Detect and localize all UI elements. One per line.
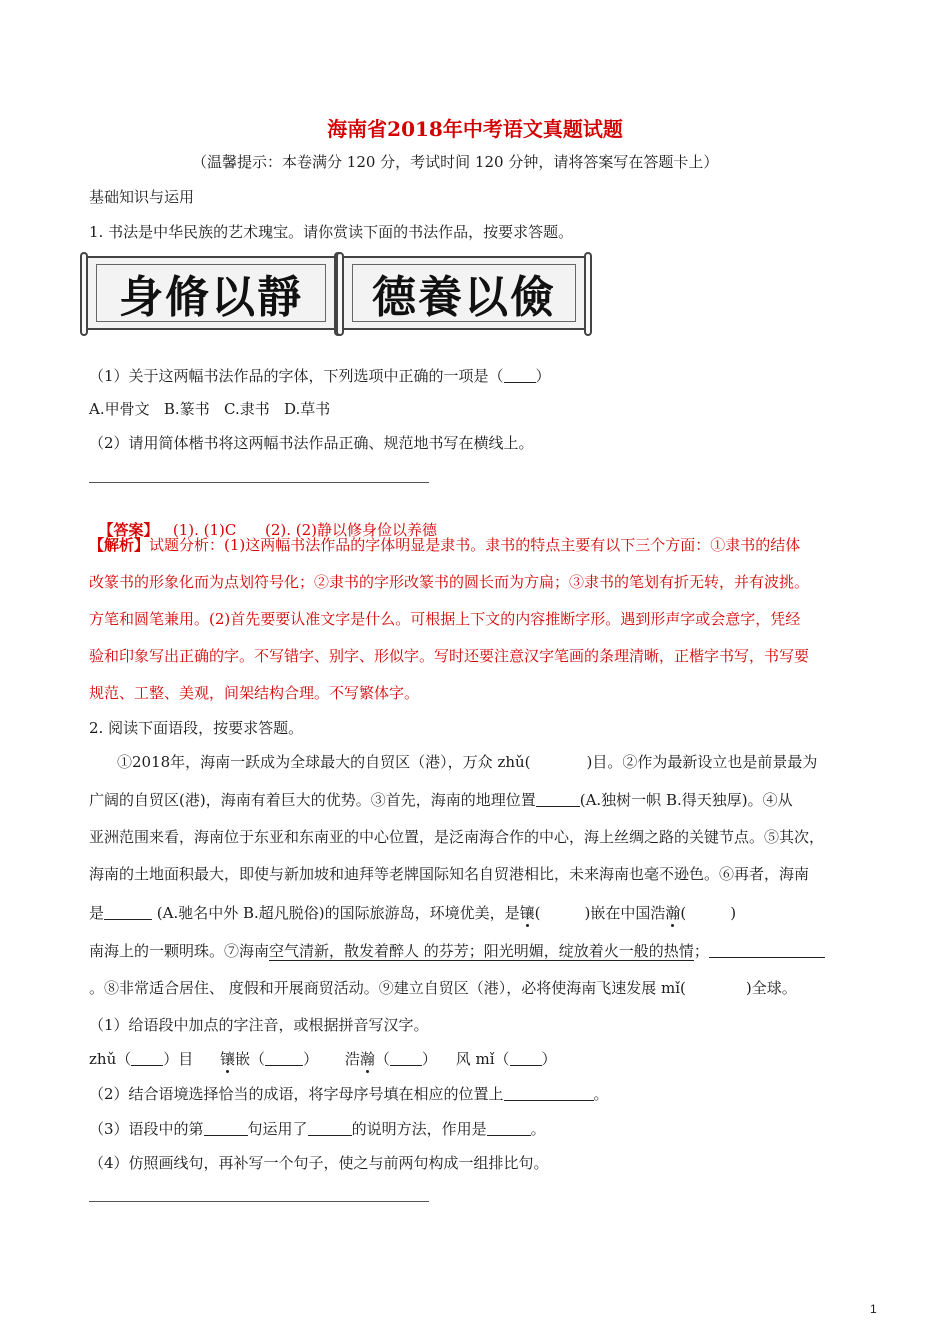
q1-sub2: （2）请用简体楷书将这两幅书法作品正确、规范地书写在横线上。 bbox=[89, 434, 534, 452]
calligraphy-text-left bbox=[96, 264, 326, 322]
calligraphy-scroll-left bbox=[84, 256, 338, 330]
passage-text: ( bbox=[680, 904, 687, 922]
item-text: ） bbox=[303, 1050, 319, 1068]
passage-line-4: 海南的土地面积最大，即使与新加坡和迪拜等老牌国际知名自贸港相比，未来海南也毫不逊色。⑥再者，海南 bbox=[89, 865, 810, 883]
answer-blank[interactable] bbox=[487, 1121, 531, 1136]
answer bbox=[89, 500, 437, 540]
exam-notice: （温馨提示：本卷满分 120 分，考试时间 120 分钟，请将答案写在答题卡上） bbox=[192, 153, 719, 171]
passage-text: ； bbox=[693, 942, 709, 960]
answer-blank[interactable] bbox=[504, 1086, 594, 1101]
answer-blank[interactable] bbox=[510, 1051, 542, 1066]
passage-line-6 bbox=[89, 941, 825, 961]
analysis-line-2: 改篆书的形象化而为点划符号化；②隶书的字形改篆书的圆长而为方扁；③隶书的笔划有折无转，并有波挑。 bbox=[89, 573, 810, 591]
answer-blank[interactable] bbox=[390, 1051, 422, 1066]
q2-sub3-text: 的说明方法，作用是 bbox=[351, 1120, 487, 1138]
item-text: 风 mǐ（ bbox=[455, 1050, 510, 1068]
q2-sub4: （4）仿照画线句，再补写一个句子，使之与前两句构成一组排比句。 bbox=[89, 1154, 549, 1172]
passage-text: )嵌在中国浩 bbox=[584, 904, 666, 922]
answer-tag: 【答案】 bbox=[98, 521, 159, 539]
item-text: ） bbox=[421, 1050, 437, 1068]
calligraphy-chars: 身脩以靜 bbox=[119, 272, 303, 323]
passage-line-2 bbox=[89, 790, 793, 810]
answer-text: (1). (1)C (2). (2)静以修身俭以养德 bbox=[158, 521, 438, 539]
sentence-blank[interactable] bbox=[709, 943, 825, 958]
answer-line[interactable] bbox=[89, 482, 429, 483]
q2-sub3-text: 。 bbox=[530, 1120, 546, 1138]
passage-line-3: 亚洲范围来看，海南位于东亚和东南亚的中心位置，是泛南海合作的中心，海上丝绸之路的关键节点。⑤其次， bbox=[89, 828, 825, 846]
answer-line[interactable] bbox=[89, 1201, 429, 1202]
dotted-char: 镶 bbox=[220, 1050, 236, 1068]
passage-text: ) bbox=[730, 904, 737, 922]
passage-text: (A.驰名中外 B.超凡脱俗)的国际旅游岛，环境优美，是 bbox=[152, 904, 520, 922]
calligraphy-chars: 德養以儉 bbox=[372, 272, 556, 323]
idiom-blank[interactable] bbox=[104, 905, 152, 920]
q2-stem: 2. 阅读下面语段，按要求答题。 bbox=[89, 719, 304, 737]
q2-sub1-items bbox=[89, 1049, 557, 1069]
dotted-char: 瀚 bbox=[359, 1050, 375, 1068]
passage-text: )目。②作为最新设立也是前景最为 bbox=[586, 753, 818, 771]
section-heading: 基础知识与运用 bbox=[89, 188, 195, 206]
answer-blank[interactable] bbox=[265, 1051, 303, 1066]
q2-sub3-text: 句运用了 bbox=[247, 1120, 308, 1138]
scroll-roller bbox=[336, 252, 344, 336]
q1-stem: 1. 书法是中华民族的艺术瑰宝。请你赏读下面的书法作品，按要求答题。 bbox=[89, 223, 574, 241]
q1-sub1-text: （1）关于这两幅书法作品的字体，下列选项中正确的一项是（ bbox=[89, 367, 504, 385]
passage-text: 南海上的一颗明珠。⑦海南 bbox=[89, 942, 270, 960]
calligraphy-scroll-right bbox=[340, 256, 588, 330]
idiom-blank[interactable] bbox=[536, 792, 580, 807]
underlined-sentence: 空气清新，散发着醉人 bbox=[269, 942, 420, 960]
q1-options: A.甲骨文 B.篆书 C.隶书 D.草书 bbox=[89, 400, 331, 418]
underlined-sentence: 的芬芳；阳光明媚，绽放着火一般的热情 bbox=[419, 942, 694, 960]
item-text: zhǔ（ bbox=[89, 1050, 132, 1068]
analysis-line-4: 验和印象写出正确的字。不写错字、别字、形似字。写时还要注意汉字笔画的条理清晰，正楷字书写，书写要 bbox=[89, 647, 810, 665]
passage-line-1 bbox=[117, 752, 817, 772]
dotted-char: 镶 bbox=[519, 904, 535, 922]
passage-text: (A.独树一帜 B.得天独厚)。④从 bbox=[579, 791, 793, 809]
passage-text: 是 bbox=[89, 904, 105, 922]
item-text: 嵌（ bbox=[235, 1050, 266, 1068]
calligraphy-text-right bbox=[352, 264, 576, 322]
analysis-tag: 【解析】 bbox=[89, 536, 150, 554]
q2-sub3-text: （3）语段中的第 bbox=[89, 1120, 204, 1138]
passage-line-7 bbox=[89, 978, 797, 998]
answer-blank[interactable] bbox=[308, 1121, 352, 1136]
passage-text: 广阔的自贸区(港)，海南有着巨大的优势。③首先，海南的地理位置 bbox=[89, 791, 536, 809]
passage-line-5 bbox=[89, 903, 736, 923]
analysis-line-1 bbox=[89, 535, 800, 555]
analysis-text: 试题分析：(1)这两幅书法作品的字体明显是隶书。隶书的特点主要有以下三个方面：①隶书的结体 bbox=[149, 536, 801, 554]
analysis-line-5: 规范、工整、美观，间架结构合理。不写繁体字。 bbox=[89, 684, 420, 702]
item-text: ） bbox=[541, 1050, 557, 1068]
passage-text: )全球。 bbox=[745, 979, 797, 997]
q2-sub1: （1）给语段中加点的字注音，或根据拼音写汉字。 bbox=[89, 1016, 429, 1034]
q1-sub1-end: ） bbox=[535, 367, 551, 385]
scroll-roller bbox=[80, 252, 88, 336]
scroll-roller bbox=[584, 252, 592, 336]
dotted-char: 瀚 bbox=[665, 904, 681, 922]
passage-text: ( bbox=[534, 904, 541, 922]
answer-blank[interactable] bbox=[504, 368, 536, 383]
passage-text: ①2018年，海南一跃成为全球最大的自贸区（港），万众 zhǔ( bbox=[117, 753, 531, 771]
passage-text: 。⑧非常适合居住、 度假和开展商贸活动。⑨建立自贸区（港），必将使海南飞速发展 mǐ( bbox=[89, 979, 686, 997]
q1-sub1 bbox=[89, 366, 551, 386]
q2-sub3 bbox=[89, 1119, 546, 1139]
item-text: ）目 bbox=[163, 1050, 194, 1068]
page-title: 海南省2018年中考语文真题试题 bbox=[327, 117, 623, 141]
answer-blank[interactable] bbox=[131, 1051, 163, 1066]
analysis-line-3: 方笔和圆笔兼用。(2)首先要要认准文字是什么。可根据上下文的内容推断字形。遇到形声字或会意字，凭经 bbox=[89, 610, 801, 628]
q2-sub2-end: 。 bbox=[593, 1085, 609, 1103]
page-number: 1 bbox=[870, 1302, 877, 1316]
answer-blank[interactable] bbox=[204, 1121, 248, 1136]
q2-sub2-text: （2）结合语境选择恰当的成语，将字母序号填在相应的位置上 bbox=[89, 1085, 504, 1103]
item-text: （ bbox=[374, 1050, 390, 1068]
item-text: 浩 bbox=[344, 1050, 360, 1068]
q2-sub2 bbox=[89, 1084, 609, 1104]
